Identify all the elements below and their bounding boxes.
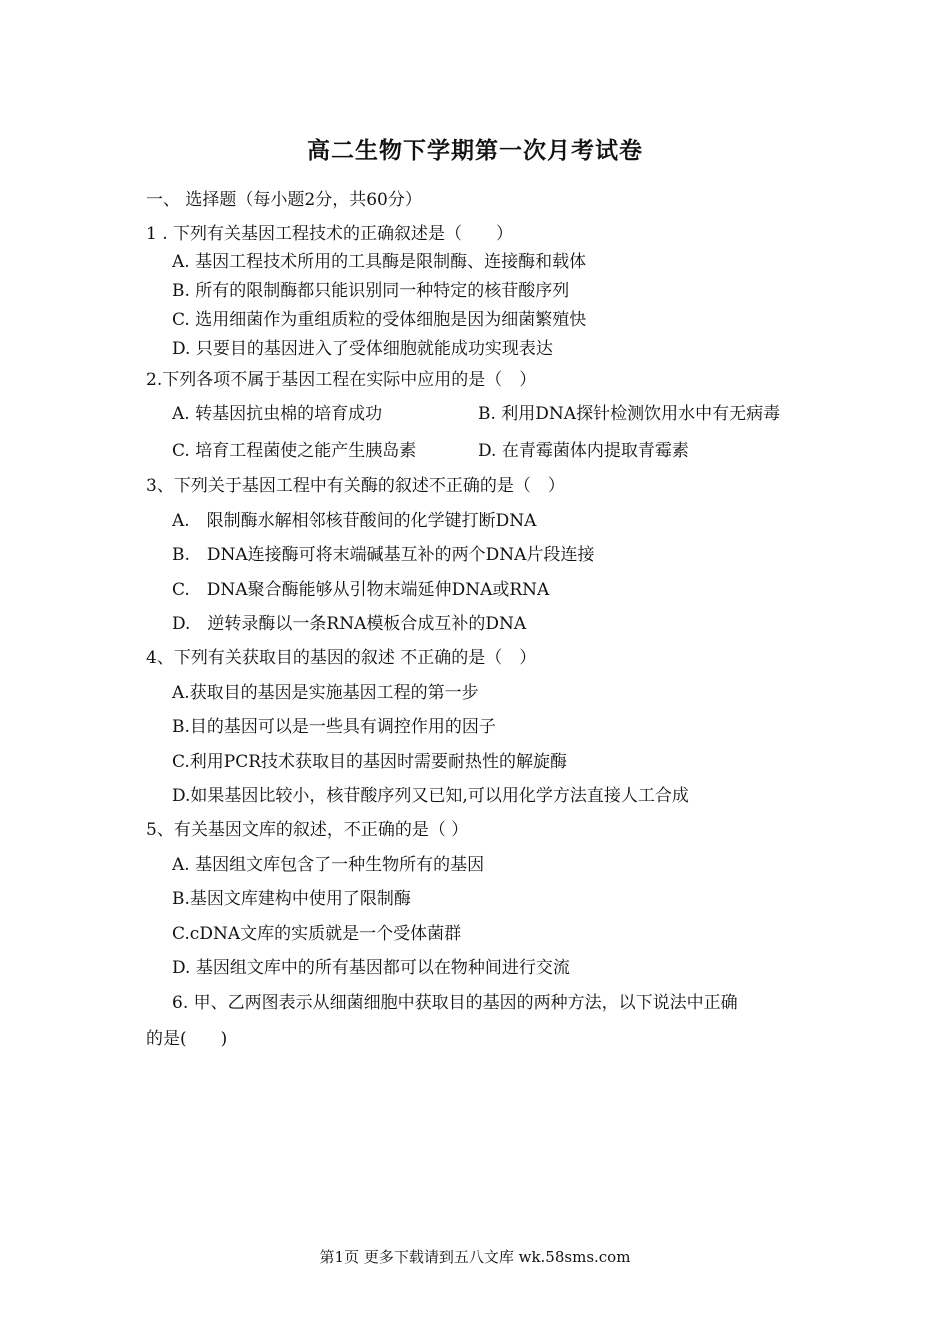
question-5-option-c: C.cDNA文库的实质就是一个受体菌群 [172, 924, 462, 944]
question-5-option-a: A. 基因组文库包含了一种生物所有的基因 [172, 855, 485, 875]
question-5-option-b: B.基因文库建构中使用了限制酶 [172, 889, 411, 909]
question-4-option-a: A.获取目的基因是实施基因工程的第一步 [172, 683, 479, 703]
question-1-option-a: A. 基因工程技术所用的工具酶是限制酶、连接酶和载体 [172, 252, 587, 272]
question-2-option-c: C. 培育工程菌使之能产生胰岛素 [172, 441, 417, 461]
question-4-option-b: B.目的基因可以是一些具有调控作用的因子 [172, 717, 496, 737]
page-footer: 第1页 更多下载请到五八文库 wk.58sms.com [319, 1248, 631, 1266]
question-3-option-d: D. 逆转录酶以一条RNA模板合成互补的DNA [172, 614, 527, 634]
question-3-stem: 3、下列关于基因工程中有关酶的叙述不正确的是（ ） [146, 476, 565, 496]
question-5-option-d: D. 基因组文库中的所有基因都可以在物种间进行交流 [172, 958, 570, 978]
question-1-option-b: B. 所有的限制酶都只能识别同一种特定的核苷酸序列 [172, 281, 570, 301]
section-heading: 一、 选择题（每小题2分，共60分） [146, 190, 422, 210]
question-4-option-c: C.利用PCR技术获取目的基因时需要耐热性的解旋酶 [172, 752, 568, 772]
question-2-option-d: D. 在青霉菌体内提取青霉素 [478, 441, 689, 461]
question-1-option-d: D. 只要目的基因进入了受体细胞就能成功实现表达 [172, 339, 553, 359]
question-2-option-a: A. 转基因抗虫棉的培育成功 [172, 404, 383, 424]
question-6-stem: 6. 甲、乙两图表示从细菌细胞中获取目的基因的两种方法，以下说法中正确 [172, 993, 738, 1013]
page-title: 高二生物下学期第一次月考试卷 [307, 137, 643, 164]
question-2-stem: 2.下列各项不属于基因工程在实际中应用的是（ ） [146, 370, 537, 390]
question-6-stem-continued: 的是( ) [146, 1029, 228, 1049]
question-3-option-a: A. 限制酶水解相邻核苷酸间的化学键打断DNA [172, 511, 537, 531]
question-4-stem: 4、下列有关获取目的基因的叙述 不正确的是（ ） [146, 648, 537, 668]
question-3-option-c: C. DNA聚合酶能够从引物末端延伸DNA或RNA [172, 580, 550, 600]
question-1-stem: 1 . 下列有关基因工程技术的正确叙述是（ ） [146, 224, 514, 244]
question-4-option-d: D.如果基因比较小，核苷酸序列又已知,可以用化学方法直接人工合成 [172, 786, 689, 806]
question-1-option-c: C. 选用细菌作为重组质粒的受体细胞是因为细菌繁殖快 [172, 310, 587, 330]
question-3-option-b: B. DNA连接酶可将末端碱基互补的两个DNA片段连接 [172, 545, 595, 565]
question-2-option-b: B. 利用DNA探针检测饮用水中有无病毒 [478, 404, 781, 424]
question-5-stem: 5、有关基因文库的叙述，不正确的是（ ） [146, 820, 469, 840]
